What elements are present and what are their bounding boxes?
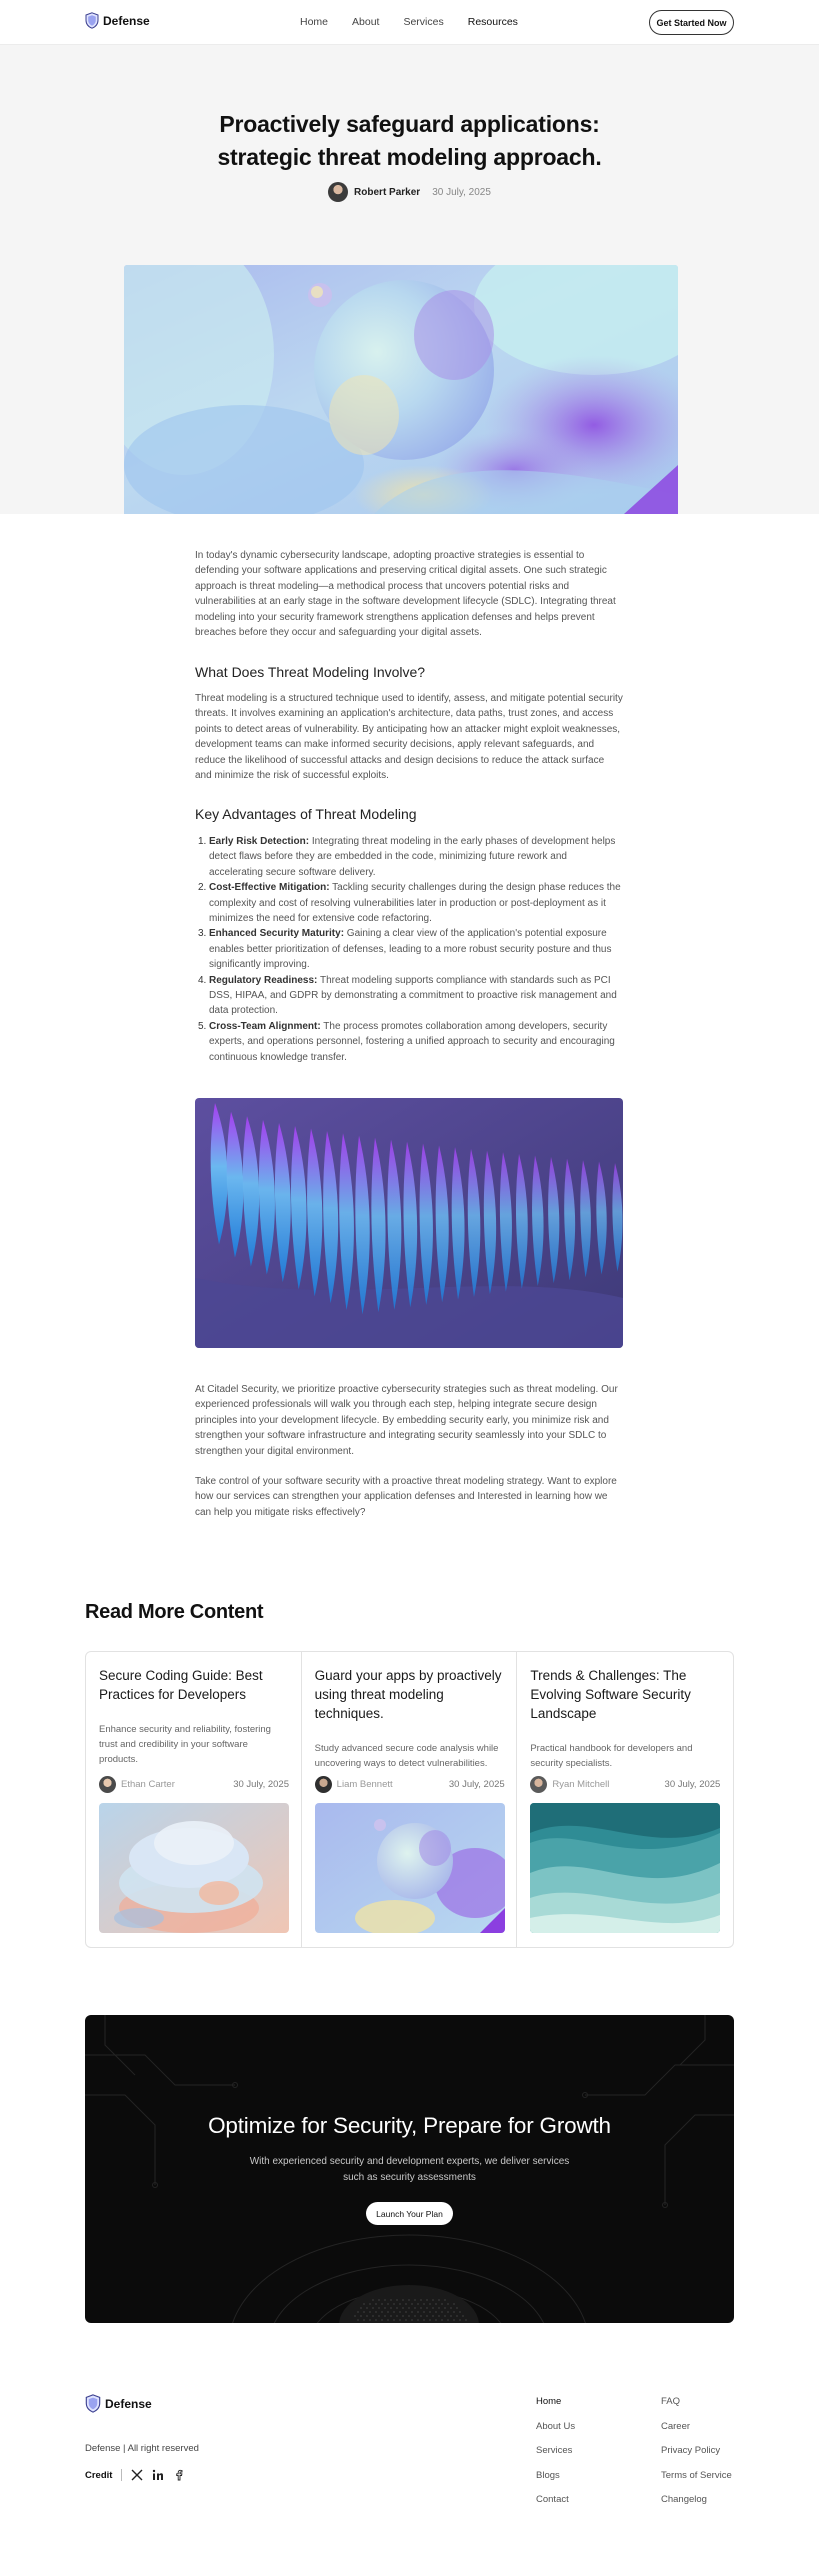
top-navigation xyxy=(0,0,819,45)
footer-brand-logo[interactable] xyxy=(85,2394,152,2413)
brand-logo[interactable] xyxy=(85,12,150,29)
list-text: The process promotes collaboration among developers, security experts, and operations personnel, fostering a unified approach to security and encouraging continuous knowledge transfer. xyxy=(209,1020,615,1063)
article-image xyxy=(195,1098,623,1348)
teal-waves-illustration xyxy=(530,1803,720,1933)
linkedin-icon[interactable] xyxy=(152,2469,164,2481)
read-more-cards xyxy=(85,1651,734,1948)
card-date: 30 July, 2025 xyxy=(664,1779,721,1790)
card-description: Study advanced secure code analysis while uncovering ways to detect vulnerabilities. xyxy=(314,1743,499,1769)
list-number: 2. xyxy=(198,882,207,894)
intro-paragraph: In today's dynamic cybersecurity landscape, adopting proactive strategies is essential to defending your software applications and preserving critical digital assets. One such strategic approach is threat modeling—a methodical process that uncovers potential risks and vulnerabilities at an early stage in the software development lifecycle (SDLC). Integrating threat modeling into your security framework strengthens application defenses and helps prevent breaches before they occur and safeguarding your digital assets. xyxy=(195,550,616,639)
nav-link-home[interactable]: Home xyxy=(300,16,329,28)
footer-link-career[interactable]: Career xyxy=(661,2420,691,2432)
x-twitter-icon[interactable] xyxy=(131,2469,143,2481)
footer-link-services[interactable]: Services xyxy=(536,2445,573,2456)
card-title[interactable]: Guard your apps by proactively using threat modeling techniques. xyxy=(314,1668,502,1721)
card-author-name: Ethan Carter xyxy=(121,1779,175,1790)
list-number: 4. xyxy=(198,974,207,986)
footer-link-home[interactable]: Home xyxy=(536,2396,562,2407)
footer-link-faq[interactable]: FAQ xyxy=(661,2396,681,2407)
list-text: Gaining a clear view of the application's potential exposure enables better prioritization of defenses, leading to a more robust security posture and thus significantly improving. xyxy=(209,928,612,971)
card-date: 30 July, 2025 xyxy=(233,1779,289,1790)
card-date: 30 July, 2025 xyxy=(448,1779,505,1790)
list-term: Regulatory Readiness: xyxy=(209,974,318,986)
divider xyxy=(121,2469,122,2481)
abstract-fan-illustration xyxy=(195,1098,623,1348)
list-term: Cost-Effective Mitigation: xyxy=(209,882,330,894)
involve-paragraph: Threat modeling is a structured technique used to identify, assess, and mitigate potential security threats. It involves examining an application's architecture, data paths, trust zones, and access points to detect areas of vulnerability. By anticipating how an attacker might exploit weaknesses, development teams can make informed security decisions, apply relevant safeguards, and reduce the likelihood of successful attacks and design decisions to reduce the attack surface and minimize the risk of successful exploits. xyxy=(195,693,623,782)
copyright-text: Defense | All right reserved xyxy=(85,2443,199,2454)
list-term: Early Risk Detection: xyxy=(209,836,310,847)
card-description: Enhance security and reliability, fostering trust and credibility in your software products. xyxy=(99,1724,271,1765)
nav-link-about[interactable]: About xyxy=(352,16,380,28)
list-item xyxy=(195,834,623,880)
abstract-sphere-illustration xyxy=(124,265,678,514)
card-image xyxy=(530,1803,720,1933)
cta-subtitle-line-2: such as security assessments xyxy=(343,2172,476,2183)
hero-section xyxy=(0,45,819,514)
nav-link-resources[interactable]: Resources xyxy=(467,16,518,28)
footer-links-primary xyxy=(536,2396,575,2519)
credit-row xyxy=(85,2469,185,2481)
read-more-title: Read More Content xyxy=(85,1601,264,1623)
closing-paragraph-1: At Citadel Security, we prioritize proactive cybersecurity strategies such as threat modeling. Our experienced professionals will walk you through each step, helping integrate secure design principles into your development lifecycle. By embedding security early, you minimize risk and strengthen your software infrastructure and integrating security seamlessly into your SDLC to strengthen your digital environment. xyxy=(195,1384,618,1457)
card-title[interactable]: Trends & Challenges: The Evolving Software Security Landscape xyxy=(530,1668,691,1721)
card-author-name: Liam Bennett xyxy=(336,1779,393,1790)
avatar xyxy=(530,1776,547,1793)
shield-logo-icon xyxy=(85,2394,101,2413)
footer-links-secondary xyxy=(661,2396,732,2519)
credit-label: Credit xyxy=(85,2469,113,2481)
avatar xyxy=(315,1776,332,1793)
launch-plan-button[interactable]: Launch Your Plan xyxy=(366,2202,453,2225)
avatar xyxy=(99,1776,116,1793)
card-author xyxy=(99,1776,175,1793)
list-number: 1. xyxy=(198,836,207,847)
list-text: Tackling security challenges during the design phase reduces the complexity and cost of resolving vulnerabilities later in production or post-deployment as it minimizes the need for extensive code refactoring. xyxy=(209,882,621,925)
footer-link-about-us[interactable]: About Us xyxy=(536,2420,576,2432)
post-date: 30 July, 2025 xyxy=(432,186,491,198)
article-card[interactable] xyxy=(86,1652,302,1947)
heading-involve: What Does Threat Modeling Involve? xyxy=(195,664,426,680)
list-text: Integrating threat modeling in the early phases of development helps detect flaws before they are embedded in the code, minimizing future rework and accelerating secure software delivery. xyxy=(209,836,616,878)
list-number: 5. xyxy=(198,1020,207,1032)
author-name[interactable]: Robert Parker xyxy=(354,186,421,198)
list-item xyxy=(195,1019,623,1065)
card-author xyxy=(530,1776,609,1793)
card-author xyxy=(315,1776,393,1793)
list-text: Threat modeling supports compliance with standards such as PCI DSS, HIPAA, and GDPR by demonstrating a commitment to proactive risk management and data protection. xyxy=(209,974,617,1017)
footer-link-changelog[interactable]: Changelog xyxy=(661,2494,707,2505)
list-item xyxy=(195,926,623,972)
cta-title: Optimize for Security, Prepare for Growth xyxy=(208,2113,611,2138)
facebook-icon[interactable] xyxy=(173,2469,185,2481)
title-line-1: Proactively safeguard applications: xyxy=(219,111,600,137)
card-meta xyxy=(530,1776,720,1793)
hero-image xyxy=(124,265,678,514)
closing-paragraph-2: Take control of your software security with a proactive threat modeling strategy. Want to explore how our services can strengthen your application defenses and Interested in learning how we can help you mitigate risks effectively? xyxy=(195,1476,617,1518)
pastel-sphere-illustration xyxy=(315,1803,505,1933)
get-started-button[interactable]: Get Started Now xyxy=(649,10,734,35)
footer-link-contact[interactable]: Contact xyxy=(536,2494,569,2505)
article-card[interactable] xyxy=(517,1652,733,1947)
card-description: Practical handbook for developers and security specialists. xyxy=(530,1743,693,1769)
list-item xyxy=(195,973,623,1019)
cta-subtitle xyxy=(85,2154,734,2186)
footer-link-terms-of-service[interactable]: Terms of Service xyxy=(661,2469,732,2481)
nav-links xyxy=(300,16,518,28)
title-line-2: strategic threat modeling approach. xyxy=(217,144,602,170)
article-card[interactable] xyxy=(302,1652,518,1947)
avatar xyxy=(328,182,348,202)
card-meta xyxy=(99,1776,289,1793)
nav-link-services[interactable]: Services xyxy=(403,16,444,28)
page-title xyxy=(0,108,819,174)
list-term: Enhanced Security Maturity: xyxy=(209,928,345,940)
card-title[interactable]: Secure Coding Guide: Best Practices for Developers xyxy=(99,1668,263,1702)
pastel-discs-illustration xyxy=(99,1803,289,1933)
cta-banner xyxy=(85,2015,734,2323)
footer-link-privacy-policy[interactable]: Privacy Policy xyxy=(661,2445,721,2456)
card-image xyxy=(315,1803,505,1933)
list-term: Cross-Team Alignment: xyxy=(209,1020,321,1032)
card-image xyxy=(99,1803,289,1933)
post-meta xyxy=(0,182,819,202)
shield-logo-icon xyxy=(85,12,99,29)
list-item xyxy=(195,880,623,926)
footer-brand-name: Defense xyxy=(105,2396,152,2411)
card-meta xyxy=(315,1776,505,1793)
card-author-name: Ryan Mitchell xyxy=(552,1779,610,1790)
footer-link-blogs[interactable]: Blogs xyxy=(536,2469,560,2481)
cta-subtitle-line-1: With experienced security and development experts, we deliver services xyxy=(249,2156,570,2167)
heading-advantages: Key Advantages of Threat Modeling xyxy=(195,806,417,822)
list-number: 3. xyxy=(198,928,207,940)
brand-name: Defense xyxy=(103,13,150,28)
advantages-list xyxy=(195,834,623,1065)
